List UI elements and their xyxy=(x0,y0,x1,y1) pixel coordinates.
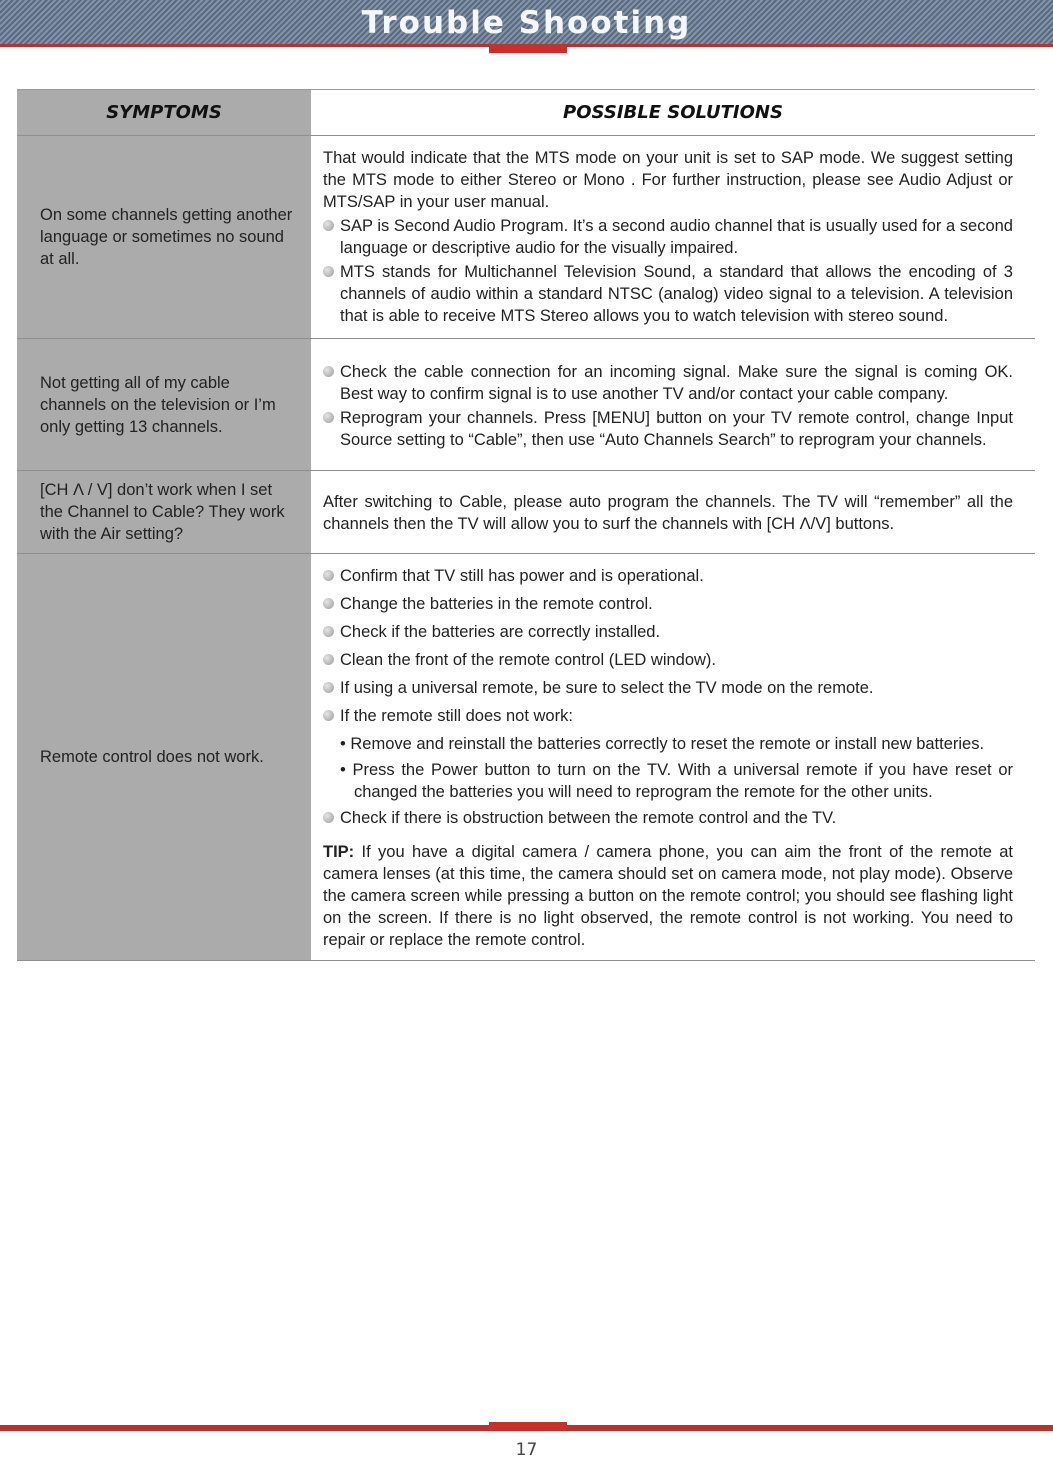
symptom-cell: On some channels getting another language or sometimes no sound at all. xyxy=(17,136,311,339)
footer-tab-accent xyxy=(489,1422,567,1431)
bullet-icon xyxy=(323,266,334,277)
table-header-row xyxy=(17,90,1035,136)
sub-list-item: • Press the Power button to turn on the TV. With a universal remote if you have reset or changed the batteries you will need to reprogram the remote for the other units. xyxy=(340,761,1013,801)
sub-list-item: • Remove and reinstall the batteries correctly to reset the remote or install new batteries. xyxy=(340,735,985,753)
header-tab-accent xyxy=(489,44,567,53)
solution-cell xyxy=(311,136,1035,339)
bullet-icon xyxy=(323,598,334,609)
list-item-text: Check the cable connection for an incoming signal. Make sure the signal is coming OK. Best way to confirm signal is to use another TV and/or contact your cable company. xyxy=(340,362,1013,403)
bullet-icon xyxy=(323,654,334,665)
list-item xyxy=(323,621,1013,643)
bullet-icon xyxy=(323,710,334,721)
solution-cell xyxy=(311,554,1035,961)
symptom-cell: Remote control does not work. xyxy=(17,554,311,961)
bullet-icon xyxy=(323,626,334,637)
list-item xyxy=(323,677,1013,699)
page-header xyxy=(0,0,1053,47)
table-row xyxy=(17,136,1035,339)
list-item xyxy=(323,705,1013,727)
list-item-text: If the remote still does not work: xyxy=(340,707,573,725)
list-item xyxy=(323,407,1013,451)
table-row xyxy=(17,339,1035,471)
list-item xyxy=(323,807,1013,829)
list-item-text: Check if the batteries are correctly installed. xyxy=(340,623,661,641)
symptoms-header: SYMPTOMS xyxy=(17,90,311,136)
page-title: Trouble Shooting xyxy=(361,5,692,41)
list-item-text: Change the batteries in the remote control. xyxy=(340,595,653,613)
list-item xyxy=(323,649,1013,671)
list-item-text: Clean the front of the remote control (LED window). xyxy=(340,651,717,669)
table-row xyxy=(17,554,1035,961)
list-item-text: SAP is Second Audio Program. It’s a second audio channel that is usually used for a second language or descriptive audio for the visually impaired. xyxy=(340,217,1013,257)
troubleshooting-table xyxy=(17,89,1035,961)
page-number: 17 xyxy=(515,1440,538,1460)
symptom-cell: Not getting all of my cable channels on the television or I’m only getting 13 channels. xyxy=(17,339,311,471)
solutions-header: POSSIBLE SOLUTIONS xyxy=(311,90,1035,136)
solution-text: After switching to Cable, please auto program the channels. The TV will “remember” all the channels then the TV will allow you to surf the channels with [CH Λ/V] buttons. xyxy=(323,493,1013,533)
list-item-text: Confirm that TV still has power and is operational. xyxy=(340,567,704,585)
list-item xyxy=(323,361,1013,405)
bullet-icon xyxy=(323,570,334,581)
tip-paragraph xyxy=(323,841,1013,951)
list-item xyxy=(323,565,1013,587)
solution-cell xyxy=(311,471,1035,554)
bullet-icon xyxy=(323,220,334,231)
list-item xyxy=(323,593,1013,615)
bullet-icon xyxy=(323,366,334,377)
bullet-icon xyxy=(323,812,334,823)
symptom-cell: [CH Λ / V] don’t work when I set the Channel to Cable? They work with the Air setting? xyxy=(17,471,311,554)
tip-text: If you have a digital camera / camera phone, you can aim the front of the remote at camera lenses (at this time, the camera should set on camera mode, not play mode). Observe the camera screen while pressing a button on the remote control; you should see flashing light on the screen. If there is no light observed, the remote control is not working. You need to repair or replace the remote control. xyxy=(323,843,1013,949)
list-item-text: If using a universal remote, be sure to select the TV mode on the remote. xyxy=(340,679,874,697)
bullet-icon xyxy=(323,412,334,423)
list-item-text: Check if there is obstruction between the remote control and the TV. xyxy=(340,809,837,827)
solution-cell xyxy=(311,339,1035,471)
solution-text: That would indicate that the MTS mode on your unit is set to SAP mode. We suggest setting the MTS mode to either Stereo or Mono . For further instruction, please see Audio Adjust or MTS/SAP in your user manual. xyxy=(323,149,1013,211)
list-item xyxy=(323,215,1013,259)
list-item-text: MTS stands for Multichannel Television Sound, a standard that allows the encoding of 3 channels of audio within a standard NTSC (analog) video signal to a television. A television that is able to receive MTS Stereo allows you to watch television with stereo sound. xyxy=(340,263,1013,325)
tip-label: TIP: xyxy=(323,843,355,861)
table-row xyxy=(17,471,1035,554)
list-item-text: Reprogram your channels. Press [MENU] button on your TV remote control, change Input Source setting to “Cable”, then use “Auto Channels Search” to reprogram your channels. xyxy=(340,408,1013,449)
list-item xyxy=(323,261,1013,327)
bullet-icon xyxy=(323,682,334,693)
